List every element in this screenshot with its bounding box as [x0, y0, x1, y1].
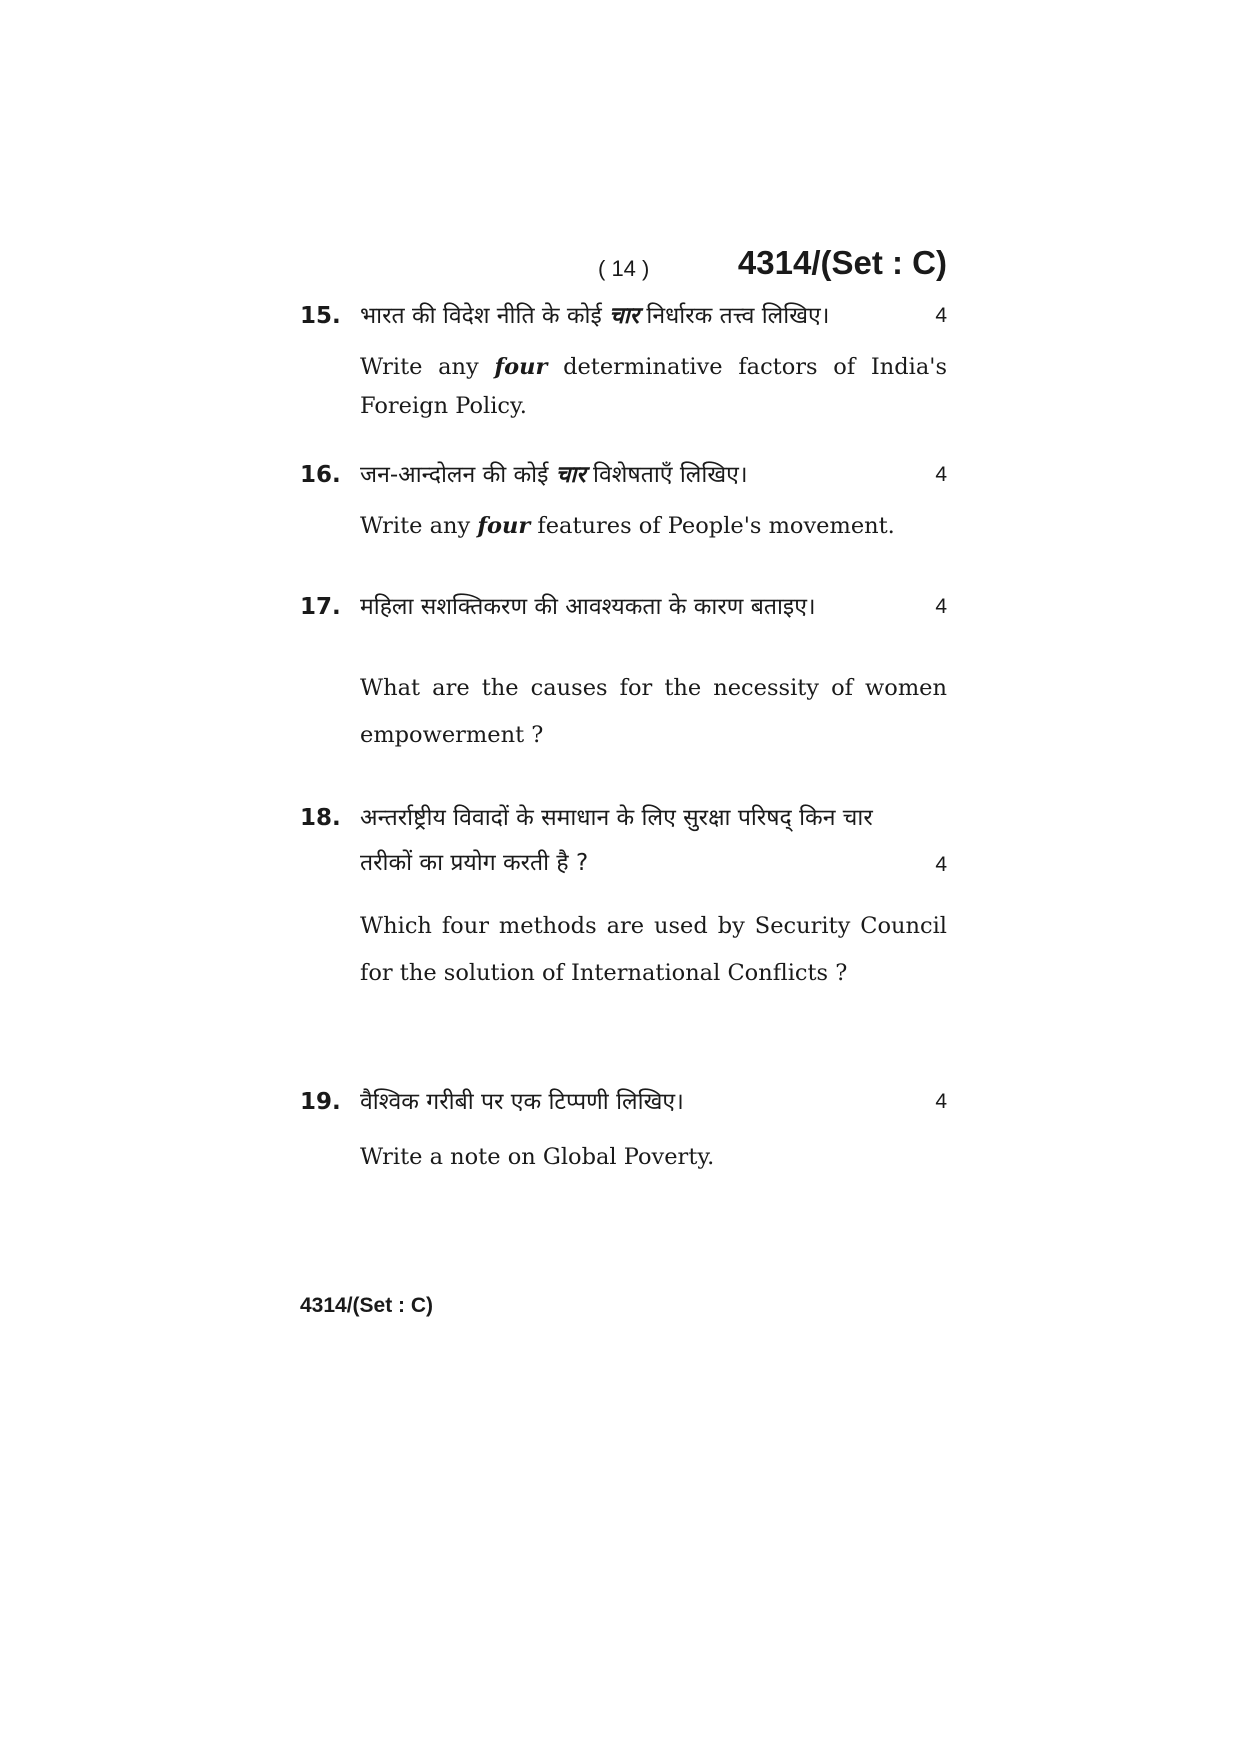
question-number: 18. [300, 805, 341, 831]
question-number: 15. [300, 303, 341, 329]
question-number: 16. [300, 462, 341, 488]
question-hindi: जन-आन्दोलन की कोई चार विशेषताएँ लिखिए। [360, 462, 748, 488]
emphasis: four [494, 354, 548, 380]
question-marks: 4 [935, 463, 947, 486]
emphasis: चार [609, 303, 640, 329]
question-number: 17. [300, 594, 341, 620]
emphasis: चार [555, 462, 586, 488]
question-hindi: भारत की विदेश नीति के कोई चार निर्धारक तत्त्व लिखिए। [360, 303, 830, 329]
question-number: 19. [300, 1089, 341, 1115]
question-english: Write any four determinative factors of India's Foreign Policy. [360, 354, 947, 419]
question-hindi: वैश्विक गरीबी पर एक टिप्पणी लिखिए। [360, 1089, 684, 1115]
emphasis: four [477, 513, 531, 539]
question-hindi-line-2: तरीकों का प्रयोग करती है ? [360, 850, 589, 876]
paper-code-header: 4314/(Set : C) [737, 244, 947, 281]
question-16 [300, 455, 947, 539]
question-19 [300, 1082, 947, 1170]
question-15 [300, 296, 947, 419]
question-hindi: महिला सशक्तिकरण की आवश्यकता के कारण बताइए। [360, 594, 816, 620]
question-marks: 4 [935, 853, 947, 876]
question-marks: 4 [935, 1090, 947, 1113]
question-18 [300, 798, 947, 986]
question-marks: 4 [935, 595, 947, 618]
question-marks: 4 [935, 304, 947, 327]
question-english: What are the causes for the necessity of women empowerment ? [360, 675, 947, 748]
page-number: ( 14 ) [598, 256, 650, 281]
question-english: Write any four features of People's movement. [360, 513, 895, 539]
question-english: Write a note on Global Poverty. [360, 1144, 715, 1170]
question-english: Which four methods are used by Security Council for the solution of International Conflicts ? [360, 913, 947, 986]
question-17 [300, 587, 947, 748]
page-header [300, 244, 947, 294]
question-hindi-line-1: अन्तर्राष्ट्रीय विवादों के समाधान के लिए सुरक्षा परिषद् किन चार [360, 805, 873, 831]
paper-code-footer: 4314/(Set : C) [300, 1294, 434, 1317]
